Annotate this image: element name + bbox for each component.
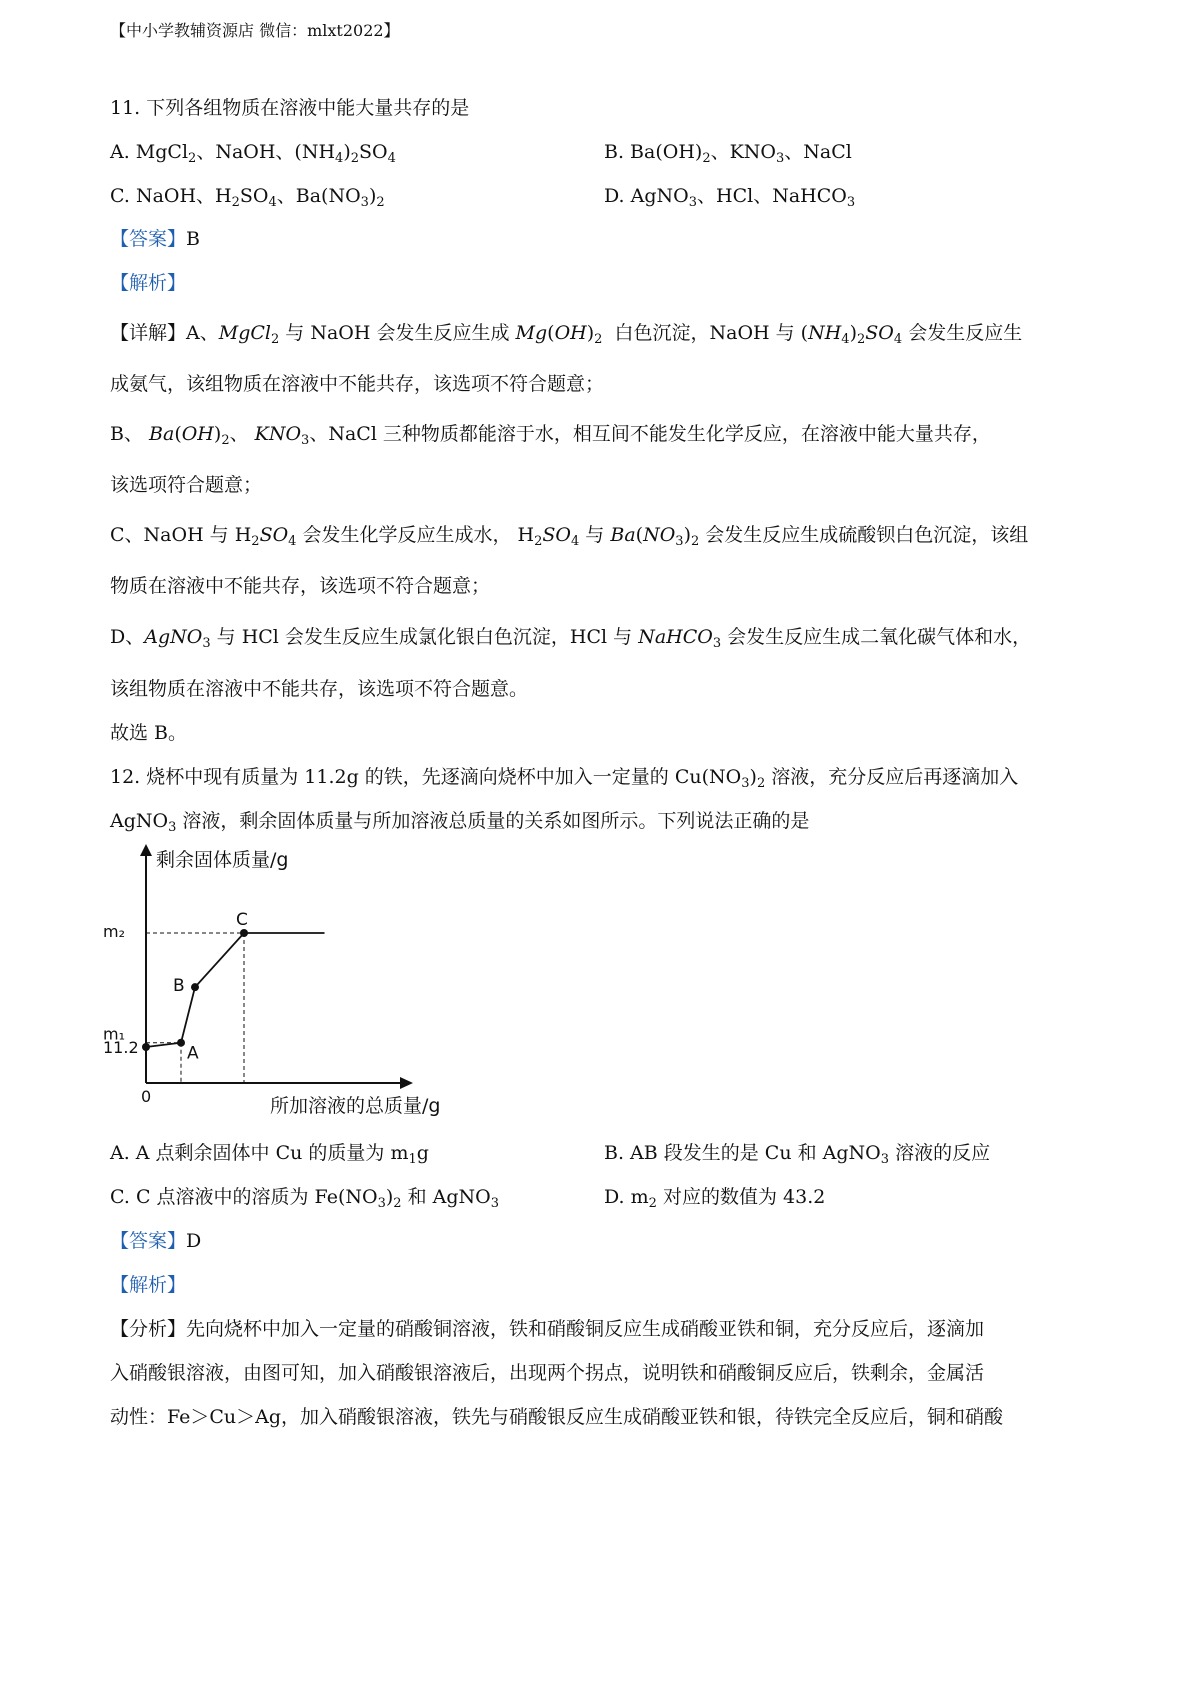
q12-option-c: C. C 点溶液中的溶质为 $Fe(NO_3)_2$ 和 AgNO$_3$: [110, 1186, 499, 1211]
q12-analysis-line-2: 入硝酸银溶液，由图可知，加入硝酸银溶液后，出现两个拐点，说明铁和硝酸铜反应后，铁剩余，金属活: [110, 1362, 985, 1384]
q11-detail-line-6: 物质在溶液中不能共存，该选项不符合题意；: [110, 575, 491, 597]
q11-option-b: B. $Ba(OH)_2$、$KNO_3$、NaCl: [604, 141, 852, 166]
y-tick-label: m₁: [103, 1024, 125, 1044]
q12-analysis-line-3: 动性：Fe＞Cu＞Ag，加入硝酸银溶液，铁先与硝酸银反应生成硝酸亚铁和银，待铁完全反应后，铜和硝酸: [110, 1406, 1004, 1428]
q12-analysis-line-1: 【分析】先向烧杯中加入一定量的硝酸铜溶液，铁和硝酸铜反应生成硝酸亚铁和铜，充分反应后，逐滴加: [110, 1318, 985, 1340]
mass-chart: [100, 840, 500, 1130]
q11-detail-line-2: 成氨气，该组物质在溶液中不能共存，该选项不符合题意；: [110, 373, 605, 395]
point-label-a: A: [187, 1043, 199, 1064]
q11-detail-line-1: 【详解】A、MgCl$_2$ 与 NaOH 会发生反应生成 $Mg(OH)_2$ 白色沉淀，NaOH 与 $(NH_4)_2SO_4$ 会发生反应生: [110, 322, 1023, 347]
q12-stem-line-1: 12. 烧杯中现有质量为 11.2g 的铁，先逐滴向烧杯中加入一定量的 $Cu(NO_3)_2$ 溶液，充分反应后再逐滴加入: [110, 766, 1019, 791]
q11-detail-line-4: 该选项符合题意；: [110, 474, 263, 496]
q11-option-d: D. AgNO$_3$、HCl、NaHCO$_3$: [604, 185, 856, 210]
q12-stem-line-2: AgNO$_3$ 溶液，剩余固体质量与所加溶液总质量的关系如图所示。下列说法正确的是: [110, 810, 810, 835]
data-point: [240, 929, 248, 937]
q11-detail-line-3: B、 $Ba(OH)_2$、 $KNO_3$、NaCl 三种物质都能溶于水，相互间不能发生化学反应，在溶液中能大量共存，: [110, 423, 991, 448]
q12-option-b: B. AB 段发生的是 Cu 和 AgNO$_3$ 溶液的反应: [604, 1142, 991, 1167]
point-label-b: B: [173, 976, 185, 997]
y-tick-label: m₂: [103, 922, 125, 941]
x-axis-arrow: [400, 1077, 413, 1089]
q11-option-c: C. NaOH、$H_2SO_4$、$Ba(NO_3)_2$: [110, 185, 385, 210]
q12-answer: 【答案】D: [110, 1230, 202, 1252]
q11-analysis-tag: 【解析】: [110, 272, 187, 294]
q11-option-a: A. MgCl$_2$、NaOH、$(NH_4)_2SO_4$: [110, 141, 396, 166]
origin-label: 0: [141, 1087, 152, 1106]
q12-option-d: D. $m_2$ 对应的数值为 43.2: [604, 1186, 826, 1211]
y-tick-label: 11.2: [103, 1038, 139, 1057]
q11-answer: 【答案】B: [110, 228, 200, 250]
point-label-c: C: [236, 910, 248, 930]
header-watermark: 【中小学教辅资源店 微信：mlxt2022】: [110, 21, 400, 40]
q11-stem: 11. 下列各组物质在溶液中能大量共存的是: [110, 97, 470, 119]
y-axis-arrow: [140, 844, 152, 856]
x-axis-label: 所加溶液的总质量/g: [270, 1095, 441, 1117]
q12-option-a: A. A 点剩余固体中 Cu 的质量为 $m_1g$: [110, 1142, 429, 1167]
q11-detail-line-7: D、AgNO$_3$ 与 HCl 会发生反应生成氯化银白色沉淀，HCl 与 NaHCO$_3$ 会发生反应生成二氧化碳气体和水，: [110, 626, 1032, 651]
q11-conclusion: 故选 B。: [110, 722, 188, 744]
q11-detail-line-8: 该组物质在溶液中不能共存，该选项不符合题意。: [110, 678, 529, 700]
data-point: [142, 1043, 150, 1051]
q12-analysis-tag: 【解析】: [110, 1274, 187, 1296]
y-axis-label: 剩余固体质量/g: [156, 849, 289, 871]
data-point: [191, 983, 199, 991]
q11-detail-line-5: C、NaOH 与 $H_2SO_4$ 会发生化学反应生成水， $H_2SO_4$ 与 $Ba(NO_3)_2$ 会发生反应生成硫酸钡白色沉淀，该组: [110, 524, 1029, 549]
data-point: [177, 1039, 185, 1047]
